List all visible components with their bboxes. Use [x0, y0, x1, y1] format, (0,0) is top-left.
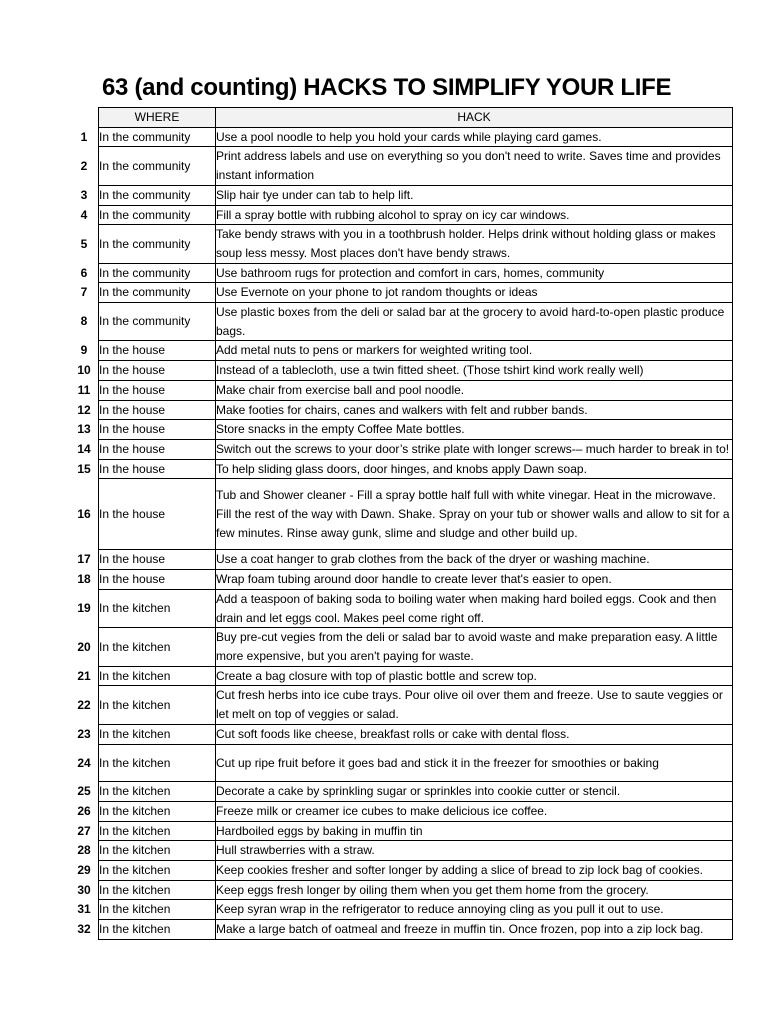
- hack-cell: Hull strawberries with a straw.: [216, 841, 733, 861]
- row-number: 4: [80, 207, 88, 222]
- row-number: 24: [77, 755, 91, 770]
- hack-cell: Print address labels and use on everything so you don't need to write. Saves time and provides instant information: [216, 147, 733, 185]
- table-row: [70, 147, 733, 185]
- where-cell: In the house: [99, 400, 216, 420]
- header-hack: HACK: [216, 108, 733, 128]
- table-row: [70, 628, 733, 666]
- where-cell: In the house: [99, 459, 216, 479]
- where-cell: In the house: [99, 439, 216, 459]
- where-cell: In the house: [99, 380, 216, 400]
- row-number: 20: [77, 639, 91, 654]
- row-number: 3: [80, 187, 88, 202]
- table-row: [70, 459, 733, 479]
- header-row: [70, 108, 733, 128]
- table-row: [70, 361, 733, 381]
- row-number: 25: [77, 784, 91, 799]
- where-cell: In the kitchen: [99, 900, 216, 920]
- row-number: 19: [77, 601, 91, 616]
- table-row: [70, 439, 733, 459]
- row-number: 29: [77, 863, 91, 878]
- where-cell: In the community: [99, 303, 216, 341]
- table-row: [70, 420, 733, 440]
- row-number: 1: [80, 129, 88, 144]
- table-row: [70, 900, 733, 920]
- table-row: [70, 550, 733, 570]
- hack-cell: Hardboiled eggs by baking in muffin tin: [216, 821, 733, 841]
- row-number: 31: [77, 902, 91, 917]
- hack-cell: Create a bag closure with top of plastic bottle and screw top.: [216, 666, 733, 686]
- hack-cell: Freeze milk or creamer ice cubes to make delicious ice coffee.: [216, 801, 733, 821]
- where-cell: In the community: [99, 127, 216, 147]
- where-cell: In the community: [99, 263, 216, 283]
- table-row: [70, 185, 733, 205]
- hack-cell: Use a pool noodle to help you hold your cards while playing card games.: [216, 127, 733, 147]
- page-title: 63 (and counting) HACKS TO SIMPLIFY YOUR LIFE: [102, 74, 672, 101]
- row-number: 32: [77, 922, 91, 937]
- where-cell: In the house: [99, 479, 216, 550]
- table-row: [70, 782, 733, 802]
- table-row: [70, 801, 733, 821]
- table-row: [70, 263, 733, 283]
- where-cell: In the kitchen: [99, 861, 216, 881]
- table-row: [70, 666, 733, 686]
- table-row: [70, 479, 733, 550]
- table-row: [70, 686, 733, 724]
- where-cell: In the house: [99, 550, 216, 570]
- where-cell: In the kitchen: [99, 686, 216, 724]
- hack-cell: Keep cookies fresher and softer longer by adding a slice of bread to zip lock bag of cookies.: [216, 861, 733, 881]
- header-where: WHERE: [99, 108, 216, 128]
- hack-cell: Keep syran wrap in the refrigerator to reduce annoying cling as you pull it out to use.: [216, 900, 733, 920]
- row-number: 18: [77, 572, 91, 587]
- where-cell: In the community: [99, 185, 216, 205]
- table-row: [70, 589, 733, 627]
- hack-cell: Wrap foam tubing around door handle to create lever that's easier to open.: [216, 570, 733, 590]
- row-number: 22: [77, 697, 91, 712]
- row-number: 8: [80, 314, 88, 329]
- where-cell: In the house: [99, 361, 216, 381]
- table-row: [70, 380, 733, 400]
- row-number: 15: [77, 461, 91, 476]
- hack-cell: Use plastic boxes from the deli or salad bar at the grocery to avoid hard-to-open plastic produce bags.: [216, 303, 733, 341]
- where-cell: In the house: [99, 341, 216, 361]
- where-cell: In the community: [99, 225, 216, 263]
- where-cell: In the house: [99, 420, 216, 440]
- table-row: [70, 205, 733, 225]
- where-cell: In the kitchen: [99, 589, 216, 627]
- where-cell: In the community: [99, 147, 216, 185]
- hack-cell: Use Evernote on your phone to jot random thoughts or ideas: [216, 283, 733, 303]
- where-cell: In the kitchen: [99, 782, 216, 802]
- row-number: 9: [80, 343, 88, 358]
- where-cell: In the community: [99, 283, 216, 303]
- where-cell: In the kitchen: [99, 666, 216, 686]
- where-cell: In the kitchen: [99, 841, 216, 861]
- table-row: [70, 283, 733, 303]
- row-number: 16: [77, 507, 91, 522]
- row-number: 21: [77, 668, 91, 683]
- hack-cell: Add metal nuts to pens or markers for weighted writing tool.: [216, 341, 733, 361]
- hack-cell: Store snacks in the empty Coffee Mate bottles.: [216, 420, 733, 440]
- row-number: 6: [80, 265, 88, 280]
- row-number: 2: [80, 158, 88, 173]
- hack-cell: Cut fresh herbs into ice cube trays. Pour olive oil over them and freeze. Use to saute veggies or let melt on top of veggies or salad.: [216, 686, 733, 724]
- where-cell: In the kitchen: [99, 628, 216, 666]
- hack-cell: Use bathroom rugs for protection and comfort in cars, homes, community: [216, 263, 733, 283]
- hack-cell: Cut soft foods like cheese, breakfast rolls or cake with dental floss.: [216, 724, 733, 744]
- table-row: [70, 225, 733, 263]
- row-number: 5: [80, 236, 88, 251]
- header-number-cell: [70, 108, 99, 128]
- hack-cell: Keep eggs fresh longer by oiling them when you get them home from the grocery.: [216, 880, 733, 900]
- hack-cell: Fill a spray bottle with rubbing alcohol to spray on icy car windows.: [216, 205, 733, 225]
- hack-cell: Use a coat hanger to grab clothes from the back of the dryer or washing machine.: [216, 550, 733, 570]
- hack-cell: Cut up ripe fruit before it goes bad and stick it in the freezer for smoothies or baking: [216, 744, 733, 782]
- row-number: 12: [77, 402, 91, 417]
- where-cell: In the kitchen: [99, 724, 216, 744]
- hack-cell: Instead of a tablecloth, use a twin fitted sheet. (Those tshirt kind work really well): [216, 361, 733, 381]
- table-row: [70, 920, 733, 940]
- row-number: 26: [77, 803, 91, 818]
- where-cell: In the community: [99, 205, 216, 225]
- row-number: 28: [77, 843, 91, 858]
- hack-cell: Decorate a cake by sprinkling sugar or sprinkles into cookie cutter or stencil.: [216, 782, 733, 802]
- row-number: 30: [77, 882, 91, 897]
- row-number: 10: [77, 363, 91, 378]
- hack-cell: Switch out the screws to your door’s strike plate with longer screws-– much harder to break in to!: [216, 439, 733, 459]
- hack-cell: Make a large batch of oatmeal and freeze in muffin tin. Once frozen, pop into a zip lock bag.: [216, 920, 733, 940]
- row-number: 14: [77, 441, 91, 456]
- table-row: [70, 841, 733, 861]
- row-number: 23: [77, 726, 91, 741]
- hack-cell: Buy pre-cut vegies from the deli or salad bar to avoid waste and make preparation easy. A little more expensive, but you aren't paying for waste.: [216, 628, 733, 666]
- table-row: [70, 861, 733, 881]
- row-number: 7: [80, 285, 88, 300]
- hack-cell: To help sliding glass doors, door hinges, and knobs apply Dawn soap.: [216, 459, 733, 479]
- table-row: [70, 570, 733, 590]
- hack-cell: Slip hair tye under can tab to help lift.: [216, 185, 733, 205]
- hacks-table: [70, 107, 733, 940]
- table-row: [70, 724, 733, 744]
- hack-cell: Tub and Shower cleaner - Fill a spray bottle half full with white vinegar. Heat in the microwave. Fill the rest of the way with Dawn. Shake. Spray on your tub or shower walls and allow to sit for a few minutes. Rinse away gunk, slime and sludge and other build up.: [216, 479, 733, 550]
- where-cell: In the house: [99, 570, 216, 590]
- hack-cell: Make chair from exercise ball and pool noodle.: [216, 380, 733, 400]
- where-cell: In the kitchen: [99, 821, 216, 841]
- where-cell: In the kitchen: [99, 920, 216, 940]
- hack-cell: Make footies for chairs, canes and walkers with felt and rubber bands.: [216, 400, 733, 420]
- table-row: [70, 303, 733, 341]
- hack-cell: Add a teaspoon of baking soda to boiling water when making hard boiled eggs. Cook and then drain and let eggs cool. Makes peel come right off.: [216, 589, 733, 627]
- hack-cell: Take bendy straws with you in a toothbrush holder. Helps drink without holding glass or makes soup less messy. Most places don't have bendy straws.: [216, 225, 733, 263]
- row-number: 27: [77, 823, 91, 838]
- table-row: [70, 400, 733, 420]
- where-cell: In the kitchen: [99, 880, 216, 900]
- where-cell: In the kitchen: [99, 744, 216, 782]
- row-number: 11: [77, 382, 91, 397]
- where-cell: In the kitchen: [99, 801, 216, 821]
- table-row: [70, 127, 733, 147]
- table-row: [70, 341, 733, 361]
- table-row: [70, 744, 733, 782]
- row-number: 17: [77, 552, 91, 567]
- table-row: [70, 821, 733, 841]
- table-row: [70, 880, 733, 900]
- row-number: 13: [77, 422, 91, 437]
